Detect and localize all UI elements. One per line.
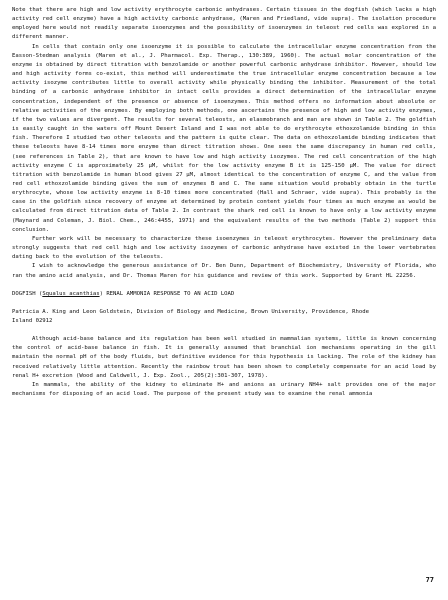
paragraph-further-work: Further work will be necessary to characterize these isoenzymes in teleost erythrocytes. However the preliminary data strongly suggests that red cell high and low activity isozymes of carbonic anhydrase have existed in the lower vertebrates dating back to the evolution of the teleosts. (12, 235, 436, 261)
heading-prefix: DOGFISH ( (12, 290, 43, 297)
paragraph-isoenzymes: Note that there are high and low activity erythrocyte carbonic anhydrases. Certain tissues in the dogfish (which lacks a high activity red cell enzyme) have a high activity carbonic anhydrase, (Maren and Friedland, vide supra). The isolation procedure employed here would not readily separate isoenzymes and the possibility of isoenzymes in teleost red cells was explored in a different manner. (12, 7, 436, 41)
section-gap (12, 281, 436, 290)
paragraph-easson-stedman: In cells that contain only one isoenzyme it is possible to calculate the intracellular enzyme concentration from the Easson-Stedman analysis (Maren et al., J. Pharmacol. Exp. Therap., 130:389, 1960). The actual molar concentration of the enzyme is obtained by direct titration with benzolamide or another powerful carbonic anhydrase inhibitor. However, should low and high activity forms co-exist, this method will underestimate the true intracellular enzyme concentration because a low activity isozyme contributes little to overall activity while physically binding the inhibitor. Measurement of the total binding of a carbonic anhydrase inhibitor in intact cells provides a direct determination of the intracellular enzyme concentration, independent of the presence or absence of isoenzymes. This method offers no information about absolute or relative activities of the enzymes. By employing both methods, one ascertains the presence of high and low activity enzymes, if the two values are divergent. The results for several teleosts, an elasmobranch and man are shown in Table 2. The goldfish is easily caught in the waters off Mount Desert Island and I was not able to do erythrocyte ethoxzolamide binding in this fish. Therefore I studied two other teleosts and the pattern is quite clear. The data on ethoxzolamide binding indicates that these teleosts have 8-14 times more enzyme than direct titration shows. One sees the same discrepancy in human red cells, (see references in Table 2), that are known to have low and high activity isozymes. The red cell concentration of the high activity enzyme C is approximately 25 µM, whilst for the low activity enzyme B it is 125-150 µM. The value for direct titration with benzolamide in human blood gives 27 µM, almost identical to the concentration of enzyme C, and the value from red cell ethoxzolamide binding gives the sum of enzymes B and C. The same situation would probably obtain in the turtle erythrocyte, whose low activity enzyme is 8-10 times more concentrated (Hall and Schraer, vide supra). This probably is the case in the goldfish since recovery of enzyme at determined by protein content yields four times as much enzyme as would be calculated from direct titration data of Table 2. In contrast the shark red cell is known to have only a low activity enzyme (Maynard and Coleman, J. Biol. Chem., 246:4455, 1971) and the equivalent results of the two methods (Table 2) support this conclusion. (12, 43, 436, 233)
heading-suffix: ) RENAL AMMONIA RESPONSE TO AN ACID LOAD (99, 290, 235, 297)
section-gap (12, 299, 436, 308)
paragraph-acknowledgement: I wish to acknowledge the generous assistance of Dr. Ben Dunn, Department of Biochemistry, University of Florida, who ran the amino acid analysis, and Dr. Thomas Maren for his guidance and review of this work. Supported by Grant HL 22256. (12, 263, 436, 279)
section-gap (12, 326, 436, 335)
authors-line-1: Patricia A. King and Leon Goldstein, Division of Biology and Medicine, Brown University, Providence, Rhode (12, 308, 369, 315)
page-number: 77 (425, 576, 434, 584)
paragraph-acid-base: Although acid-base balance and its regulation has been well studied in mammalian systems, little is known concerning the control of acid-base balance in fish. It is generally assumed that branchial ion mechanisms operating in the gill maintain the normal pH of the body fluids, but definitive evidence for this hypothesis is lacking. The role of the kidney has received relatively little attention. Recently the rainbow trout has been shown to completely compensate for an acid load by renal H+ excretion (Wood and Caldwell, J. Exp. Zool., 205(2):301-307, 1978). (12, 336, 436, 379)
paragraph-mammals: In mammals, the ability of the kidney to eliminate H+ and anions as urinary NH4+ salt provides one of the major mechanisms for disposing of an acid load. The purpose of the present study was to examine the renal ammonia (12, 381, 436, 398)
authors-line-2: Island 02912 (12, 318, 53, 324)
section-heading (12, 290, 436, 299)
heading-species: Squalus acanthias (42, 290, 100, 297)
